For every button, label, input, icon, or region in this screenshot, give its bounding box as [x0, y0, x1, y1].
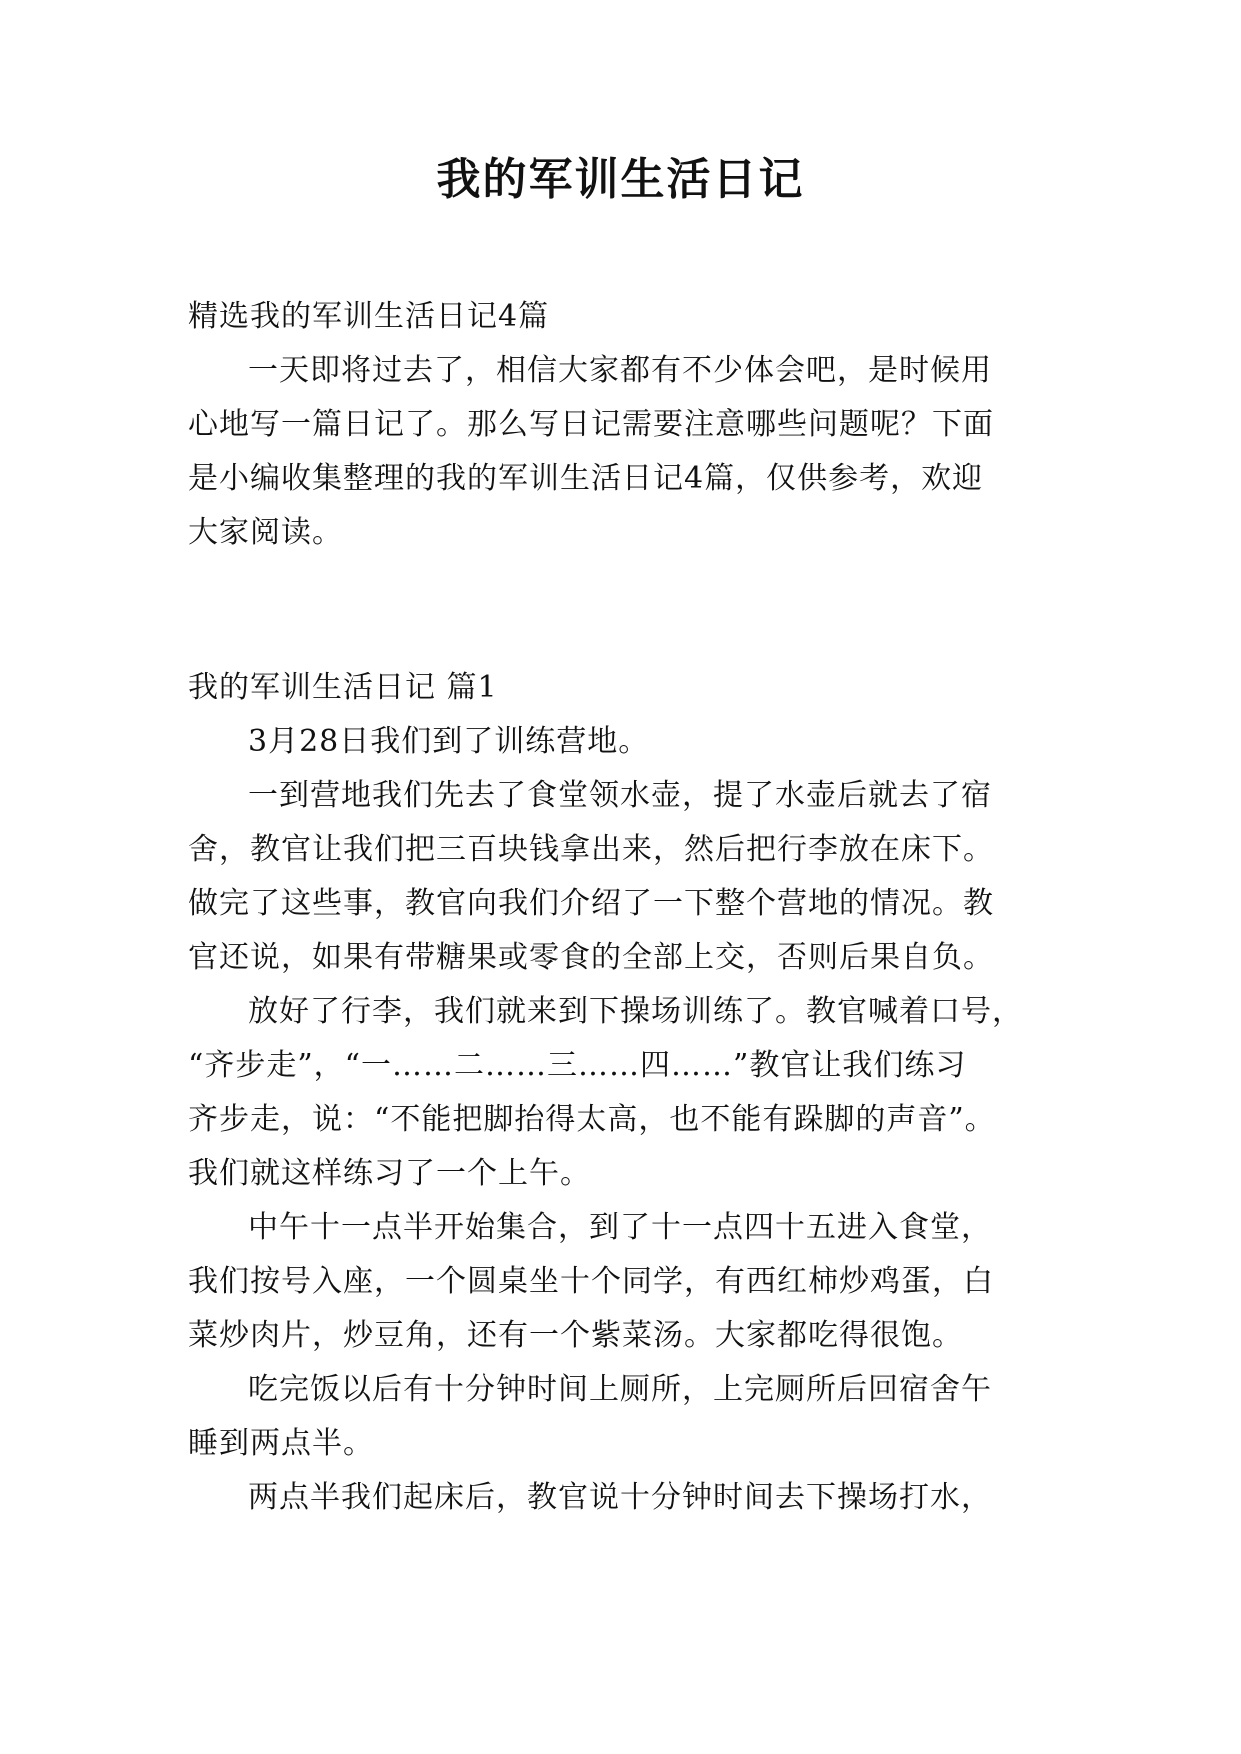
document-content [188, 290, 1058, 1525]
document-subtitle: 精选我的军训生活日记4篇 [188, 299, 550, 334]
page-title: 我的军训生活日记 [436, 154, 805, 205]
body-line: 我们就这样练习了一个上午。 [188, 1156, 591, 1191]
intro-line: 大家阅读。 [188, 515, 343, 550]
body-line: 中午十一点半开始集合，到了十一点四十五进入食堂， [248, 1210, 992, 1245]
intro-line: 心地写一篇日记了。那么写日记需要注意哪些问题呢？下面 [188, 407, 994, 442]
section-heading: 我的军训生活日记 篇1 [188, 670, 498, 705]
body-line: 两点半我们起床后，教官说十分钟时间去下操场打水， [248, 1480, 992, 1515]
body-line: 做完了这些事，教官向我们介绍了一下整个营地的情况。教 [188, 886, 994, 921]
body-line: 菜炒肉片，炒豆角，还有一个紫菜汤。大家都吃得很饱。 [188, 1318, 963, 1353]
body-line: 放好了行李，我们就来到下操场训练了。教官喊着口号， [248, 994, 1023, 1029]
body-line: 齐步走，说：“不能把脚抬得太高，也不能有跺脚的声音”。 [188, 1102, 996, 1137]
body-line: 睡到两点半。 [188, 1426, 374, 1461]
body-line: 舍，教官让我们把三百块钱拿出来，然后把行李放在床下。 [188, 832, 994, 867]
body-line: “齐步走”，“一……二……三……四……”教官让我们练习 [188, 1048, 967, 1083]
body-line: 吃完饭以后有十分钟时间上厕所，上完厕所后回宿舍午 [248, 1372, 992, 1407]
body-line: 3月28日我们到了训练营地。 [248, 724, 650, 759]
section-spacer [188, 560, 1058, 661]
intro-line: 一天即将过去了，相信大家都有不少体会吧，是时候用 [248, 353, 992, 388]
intro-line: 是小编收集整理的我的军训生活日记4篇，仅供参考，欢迎 [188, 461, 984, 496]
body-line: 一到营地我们先去了食堂领水壶，提了水壶后就去了宿 [248, 778, 992, 813]
body-line: 我们按号入座，一个圆桌坐十个同学，有西红柿炒鸡蛋，白 [188, 1264, 994, 1299]
body-line: 官还说，如果有带糖果或零食的全部上交，否则后果自负。 [188, 940, 994, 975]
